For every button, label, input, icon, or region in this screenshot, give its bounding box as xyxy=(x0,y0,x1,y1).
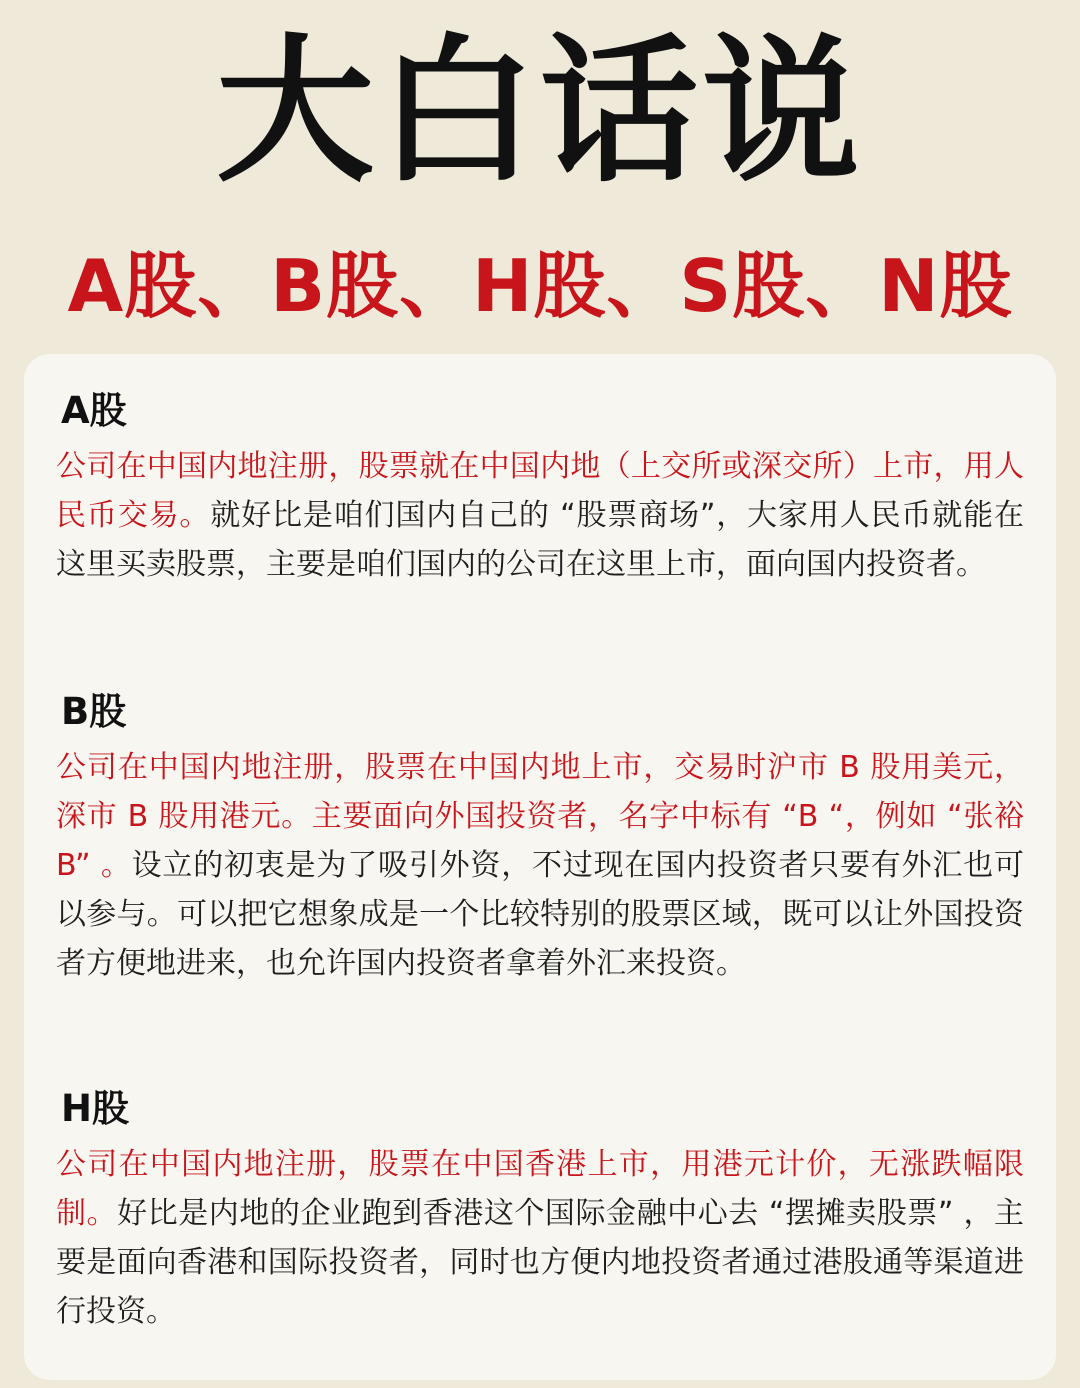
highlight-text: 公司在中国内地注册，股票在中国香港上市，用港元计价，无涨跌幅限制。 xyxy=(56,1147,1024,1231)
content-card xyxy=(24,354,1056,1380)
section-body xyxy=(56,442,1024,589)
section-h-share xyxy=(56,1084,1024,1336)
section-a-share xyxy=(56,386,1024,589)
section-title: A股 xyxy=(61,389,127,432)
body-text: 设立的初衷是为了吸引外资，不过现在国内投资者只要有外汇也可以参与。可以把它想象成是一个比较特别的股票区域，既可以让外国投资者方便地进来，也允许国内投资者拿着外汇来投资。 xyxy=(56,848,1024,981)
section-body xyxy=(56,1140,1024,1336)
body-text: 好比是内地的企业跑到香港这个国际金融中心去 “摆摊卖股票” ，主要是面向香港和国际投资者，同时也方便内地投资者通过港股通等渠道进行投资。 xyxy=(56,1196,1025,1329)
section-body xyxy=(56,743,1024,988)
section-b-share xyxy=(56,687,1024,988)
section-title: H股 xyxy=(61,1087,129,1130)
header xyxy=(0,0,1080,350)
highlight-text: 公司在中国内地注册，股票在中国内地上市，交易时沪市 B 股用美元，深市 B 股用港元。主要面向外国投资者，名字中标有 “B “，例如 “张裕 B” 。 xyxy=(56,750,1024,883)
page-title: 大白话说 xyxy=(216,20,864,204)
body-text: 就好比是咱们国内自己的 “股票商场”，大家用人民币就能在这里买卖股票，主要是咱们国内的公司在这里上市，面向国内投资者。 xyxy=(56,498,1024,582)
page-subtitle: A股、B股、H股、S股、N股 xyxy=(67,244,1013,328)
highlight-text: 公司在中国内地注册，股票就在中国内地（上交所或深交所）上市，用人民币交易。 xyxy=(56,449,1024,533)
section-title: B股 xyxy=(61,690,127,733)
